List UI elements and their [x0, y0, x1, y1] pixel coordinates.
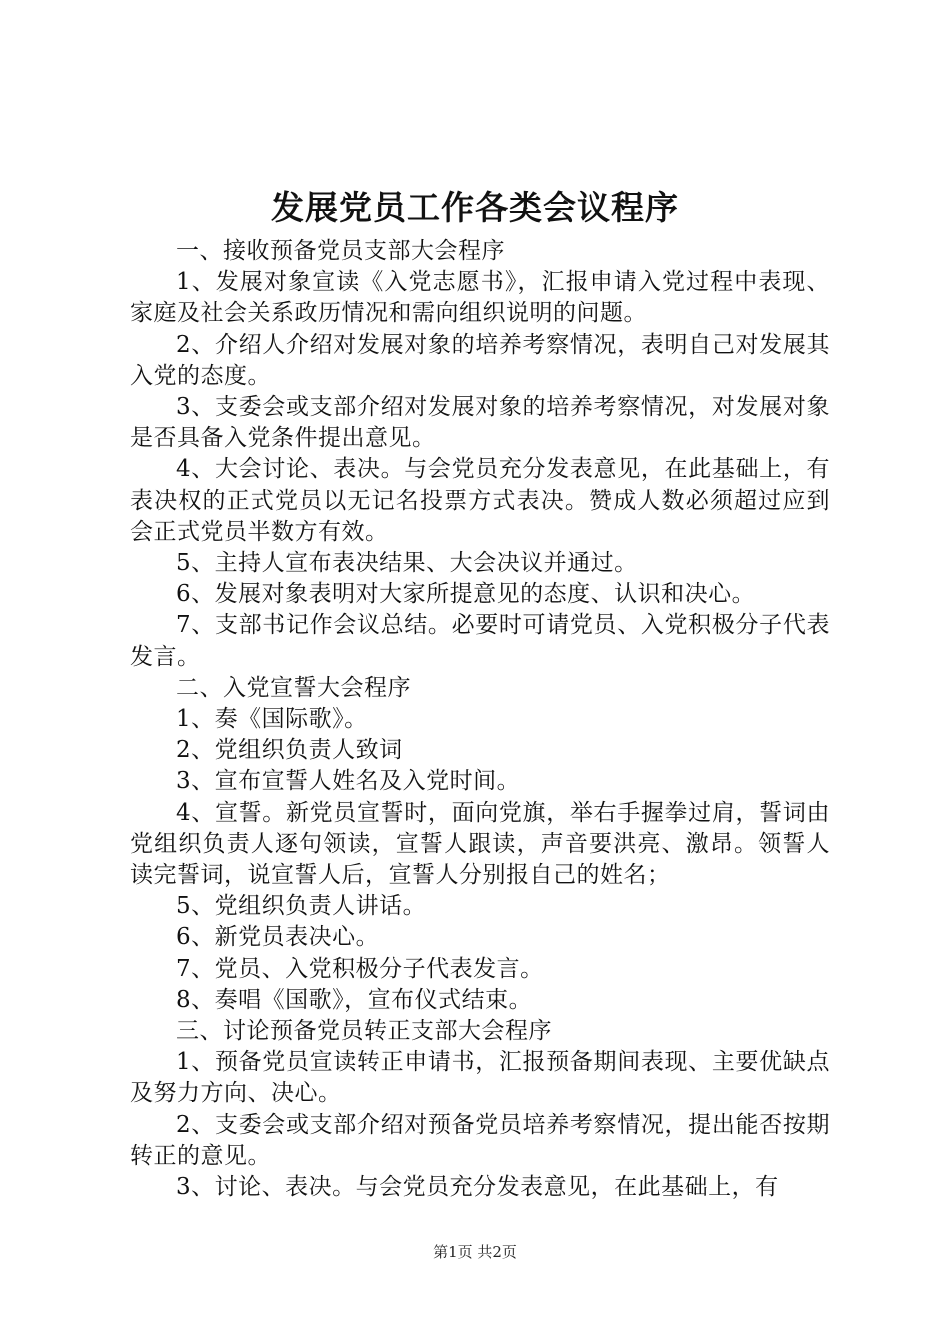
- paragraph: 1、预备党员宣读转正申请书，汇报预备期间表现、主要优缺点及努力方向、决心。: [130, 1049, 830, 1107]
- document-body: [130, 236, 830, 1203]
- paragraph: 1、发展对象宣读《入党志愿书》，汇报申请入党过程中表现、家庭及社会关系政历情况和需向组织说明的问题。: [130, 269, 830, 327]
- paragraph: 3、支委会或支部介绍对发展对象的培养考察情况，对发展对象是否具备入党条件提出意见。: [130, 394, 830, 452]
- paragraph: 8、奏唱《国歌》，宣布仪式结束。: [176, 986, 533, 1013]
- paragraph: 7、党员、入党积极分子代表发言。: [176, 955, 544, 982]
- paragraph: 2、介绍人介绍对发展对象的培养考察情况，表明自己对发展其入党的态度。: [130, 331, 830, 389]
- paragraph: 3、宣布宣誓人姓名及入党时间。: [176, 768, 521, 795]
- paragraph: 5、党组织负责人讲话。: [176, 893, 427, 920]
- paragraph: 6、发展对象表明对大家所提意见的态度、认识和决心。: [176, 581, 756, 608]
- paragraph: 7、支部书记作会议总结。必要时可请党员、入党积极分子代表发言。: [130, 612, 830, 670]
- section-heading: 一、接收预备党员支部大会程序: [176, 238, 505, 264]
- paragraph: 3、讨论、表决。与会党员充分发表意见，在此基础上，有: [176, 1174, 779, 1201]
- paragraph: 2、党组织负责人致词: [176, 737, 403, 764]
- page-footer: 第1页 共2页: [433, 1243, 517, 1261]
- paragraph: 4、宣誓。新党员宣誓时，面向党旗，举右手握拳过肩，誓词由党组织负责人逐句领读，宣誓人跟读，声音要洪亮、激昂。领誓人读完誓词，说宣誓人后，宣誓人分别报自己的姓名；: [130, 799, 830, 889]
- section-heading: 三、讨论预备党员转正支部大会程序: [176, 1018, 552, 1045]
- paragraph: 4、大会讨论、表决。与会党员充分发表意见，在此基础上，有表决权的正式党员以无记名投票方式表决。赞成人数必须超过应到会正式党员半数方有效。: [130, 456, 830, 545]
- paragraph: 2、支委会或支部介绍对预备党员培养考察情况，提出能否按期转正的意见。: [130, 1111, 830, 1169]
- paragraph: 5、主持人宣布表决结果、大会决议并通过。: [176, 550, 638, 577]
- paragraph: 6、新党员表决心。: [176, 924, 380, 951]
- paragraph: 1、奏《国际歌》。: [176, 706, 368, 733]
- section-heading: 二、入党宣誓大会程序: [176, 674, 411, 701]
- document-title: 发展党员工作各类会议程序: [271, 188, 679, 227]
